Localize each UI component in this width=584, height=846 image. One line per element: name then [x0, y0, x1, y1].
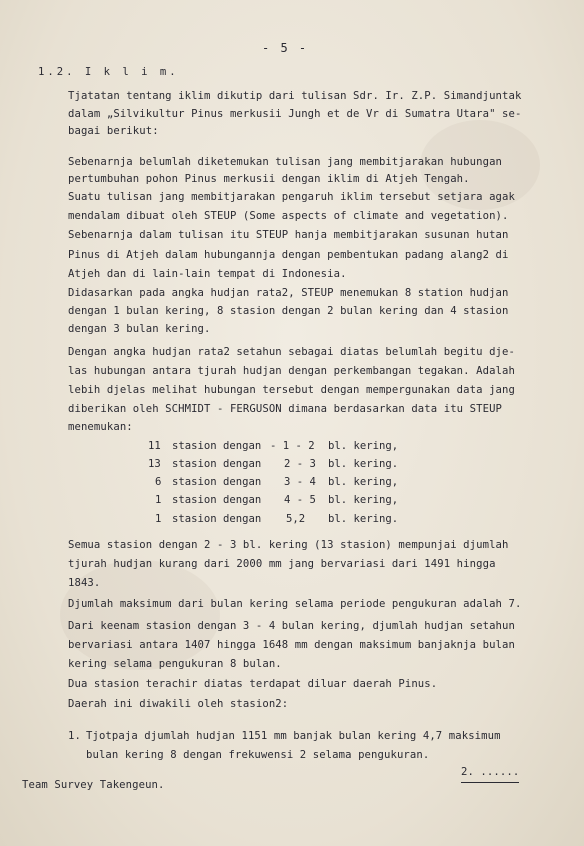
station-text: stasion dengan — [172, 513, 262, 525]
dry-month-unit: bl. kering. — [328, 513, 399, 525]
station-text: stasion dengan — [172, 494, 262, 506]
station-count: 13 — [148, 458, 161, 470]
body-line: Djumlah maksimum dari bulan kering selama periode pengukuran adalah 7. — [68, 598, 522, 610]
station-count: 1 — [155, 513, 162, 525]
dry-month-range: - 1 - 2 — [270, 440, 315, 452]
continuation-marker: 2. ...... — [461, 766, 519, 783]
dry-month-unit: bl. kering, — [328, 476, 399, 488]
body-line: Suatu tulisan jang membitjarakan pengaruh iklim tersebut setjara agak — [68, 191, 515, 203]
station-text: stasion dengan — [172, 476, 262, 488]
body-line: Sebenarnja dalam tulisan itu STEUP hanja membitjarakan susunan hutan — [68, 229, 509, 241]
station-count: 1 — [155, 494, 162, 506]
station-count: 6 — [155, 476, 162, 488]
body-line: Atjeh dan di lain-lain tempat di Indonesia. — [68, 268, 347, 280]
body-line: Dua stasion terachir diatas terdapat diluar daerah Pinus. — [68, 678, 438, 690]
body-line: lebih djelas melihat hubungan tersebut dengan mempergunakan data jang — [68, 384, 515, 396]
body-line: Daerah ini diwakili oleh stasion2: — [68, 698, 289, 710]
intro-line: dalam „Silvikultur Pinus merkusii Jungh et de Vr di Sumatra Utara" se- — [68, 108, 522, 120]
body-line: tjurah hudjan kurang dari 2000 mm jang bervariasi dari 1491 hingga — [68, 558, 496, 570]
list-item-line: Tjotpaja djumlah hudjan 1151 mm banjak bulan kering 4,7 maksimum — [86, 730, 501, 742]
body-line: pertumbuhan pohon Pinus merkusii dengan iklim di Atjeh Tengah. — [68, 173, 470, 185]
body-line: dengan 3 bulan kering. — [68, 323, 211, 335]
footer-signature: Team Survey Takengeun. — [22, 779, 165, 791]
body-line: menemukan: — [68, 421, 133, 433]
body-line: Sebenarnja belumlah diketemukan tulisan jang membitjarakan hubungan — [68, 156, 503, 168]
dry-month-range: 2 - 3 — [284, 458, 316, 470]
body-line: mendalam dibuat oleh STEUP (Some aspects of climate and vegetation). — [68, 210, 509, 222]
list-item-line: bulan kering 8 dengan frekuwensi 2 selama pengukuran. — [86, 749, 430, 761]
body-line: Dari keenam stasion dengan 3 - 4 bulan kering, djumlah hudjan setahun — [68, 620, 515, 632]
body-line: Semua stasion dengan 2 - 3 bl. kering (13 stasion) mempunjai djumlah — [68, 539, 509, 551]
dry-month-unit: bl. kering. — [328, 458, 399, 470]
body-line: 1843. — [68, 577, 101, 589]
body-line: kering selama pengukuran 8 bulan. — [68, 658, 282, 670]
station-text: stasion dengan — [172, 440, 262, 452]
body-line: las hubungan antara tjurah hudjan dengan perkembangan tegakan. Adalah — [68, 365, 515, 377]
page-number: - 5 - — [262, 41, 309, 55]
body-line: diberikan oleh SCHMIDT - FERGUSON dimana berdasarkan data itu STEUP — [68, 403, 503, 415]
body-line: Dengan angka hudjan rata2 setahun sebagai diatas belumlah begitu djе- — [68, 346, 515, 358]
body-line: dengan 1 bulan kering, 8 stasion dengan 2 bulan kering dan 4 stasion — [68, 305, 509, 317]
dry-month-range: 5,2 — [286, 513, 306, 525]
list-marker: 1. — [68, 730, 81, 742]
station-text: stasion dengan — [172, 458, 262, 470]
section-heading: 1.2. I k l i m. — [38, 66, 179, 78]
body-line: Didasarkan pada angka hudjan rata2, STEUP menemukan 8 station hudjan — [68, 287, 509, 299]
body-line: Pinus di Atjeh dalam hubungannja dengan pembentukan padang alang2 di — [68, 249, 509, 261]
dry-month-unit: bl. kering, — [328, 440, 399, 452]
intro-line: bagai berikut: — [68, 125, 159, 137]
body-line: bervariasi antara 1407 hingga 1648 mm dengan maksimum banjaknja bulan — [68, 639, 515, 651]
intro-line: Tjatatan tentang iklim dikutip dari tulisan Sdr. Ir. Z.P. Simandjuntak — [68, 90, 522, 102]
station-count: 11 — [148, 440, 161, 452]
dry-month-range: 3 - 4 — [284, 476, 316, 488]
dry-month-unit: bl. kering, — [328, 494, 399, 506]
dry-month-range: 4 - 5 — [284, 494, 316, 506]
